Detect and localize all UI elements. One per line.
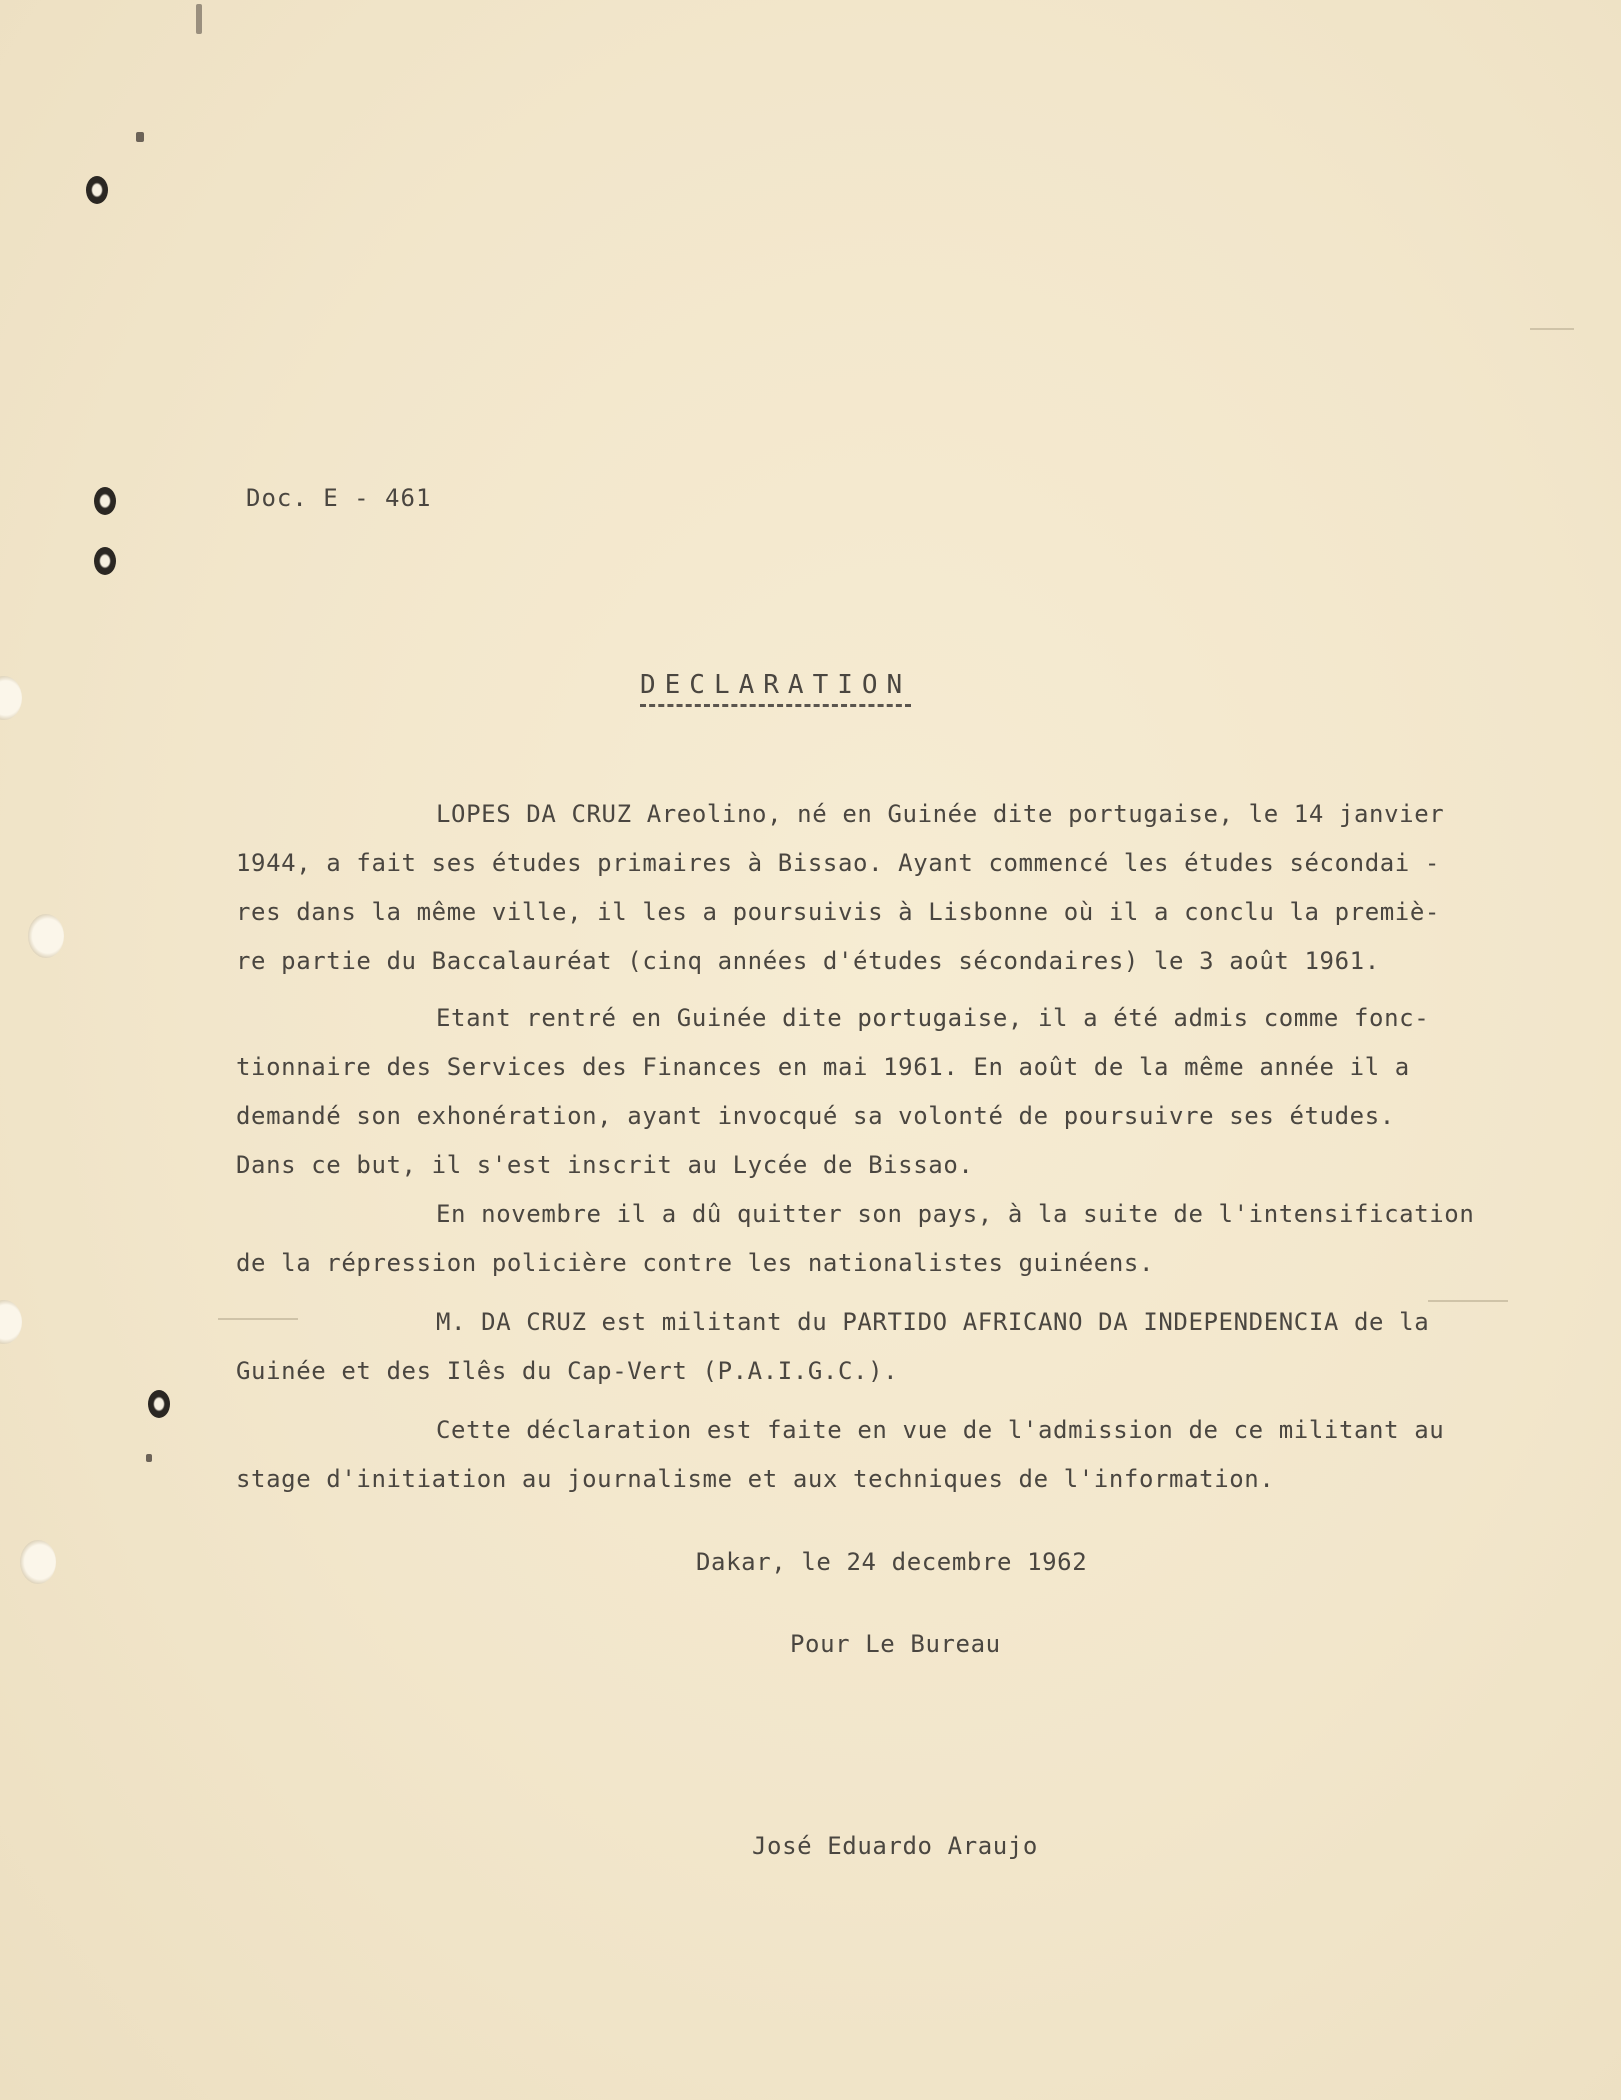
punch-hole [94,487,116,515]
ink-mark [196,4,202,34]
paragraph-purpose: Cette déclaration est faite en vue de l'admission de ce militant au stage d'initiation au journalisme et aux techniques de l'information. [236,1416,1445,1493]
paper-smudge [1530,328,1574,330]
punch-hole [94,547,116,575]
punch-hole [0,1300,22,1344]
paragraph-employment: Etant rentré en Guinée dite portugaise, il a été admis comme fonc- tionnaire des Services des Finances en mai 1961. En août de la même année il a demandé son exhonération, ayant invocqué sa volonté de poursuivre ses études. Dans ce but, il s'est inscrit au Lycée de Bissao. [236,1004,1430,1179]
punch-hole [28,914,64,958]
document-title: DECLARATION [640,670,911,707]
declaration-body [236,790,1496,1504]
punch-hole [20,1540,56,1584]
paragraph-biography: LOPES DA CRUZ Areolino, né en Guinée dite portugaise, le 14 janvier 1944, a fait ses études primaires à Bissao. Ayant commencé les études sécondai - res dans la même ville, il les a poursuivis à Lisbonne où il a conclu la premiè- re partie du Baccalauréat (cinq années d'études sécondaires) le 3 août 1961. [236,800,1445,975]
paragraph-departure: En novembre il a dû quitter son pays, à la suite de l'intensification de la répression policière contre les nationalistes guinéens. [236,1200,1475,1277]
punch-hole [0,676,22,720]
ink-mark [146,1454,152,1462]
place-and-date: Dakar, le 24 decembre 1962 [696,1548,1088,1576]
punch-hole [86,176,108,204]
signatory-name: José Eduardo Araujo [752,1832,1038,1860]
punch-hole [148,1390,170,1418]
ink-mark [136,132,144,142]
on-behalf-line: Pour Le Bureau [790,1630,1001,1658]
document-reference: Doc. E - 461 [246,484,432,512]
paragraph-membership: M. DA CRUZ est militant du PARTIDO AFRICANO DA INDEPENDENCIA de la Guinée et des Ilês du Cap-Vert (P.A.I.G.C.). [236,1308,1430,1385]
